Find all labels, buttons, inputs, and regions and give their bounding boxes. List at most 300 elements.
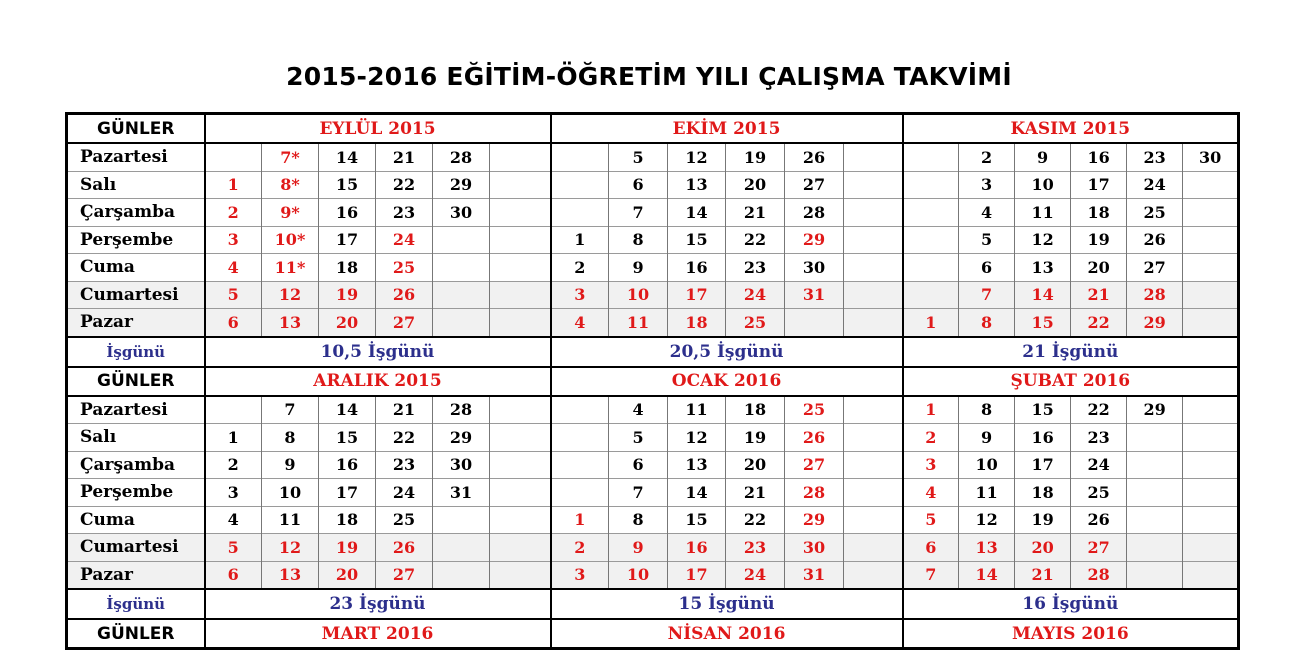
date-cell: 13 <box>959 534 1015 562</box>
date-cell <box>844 254 903 282</box>
date-cell: 25 <box>1127 199 1183 227</box>
date-cell <box>490 143 551 171</box>
date-cell <box>433 534 490 562</box>
date-cell <box>1127 506 1183 534</box>
date-cell <box>1183 281 1239 309</box>
date-cell: 10 <box>609 281 668 309</box>
date-cell: 4 <box>959 199 1015 227</box>
week-row <box>67 171 1239 199</box>
date-cell: 10 <box>959 451 1015 479</box>
date-cell: 2 <box>903 424 959 452</box>
date-cell <box>903 199 959 227</box>
week-row <box>67 309 1239 337</box>
date-cell: 19 <box>1015 506 1071 534</box>
date-cell: 21 <box>376 143 433 171</box>
date-cell <box>1183 254 1239 282</box>
date-cell <box>490 534 551 562</box>
date-cell: 21 <box>726 479 785 507</box>
month-title: ARALIK 2015 <box>205 367 551 396</box>
date-cell <box>433 309 490 337</box>
date-cell <box>1183 506 1239 534</box>
date-cell: 23 <box>376 451 433 479</box>
date-cell: 12 <box>668 143 726 171</box>
date-cell: 24 <box>376 226 433 254</box>
day-name: Salı <box>67 424 205 452</box>
date-cell <box>844 281 903 309</box>
month-header-row <box>67 114 1239 144</box>
date-cell: 1 <box>551 226 609 254</box>
date-cell: 8 <box>959 396 1015 424</box>
date-cell: 28 <box>785 199 844 227</box>
week-row <box>67 424 1239 452</box>
date-cell: 16 <box>319 199 376 227</box>
date-cell: 4 <box>609 396 668 424</box>
date-cell: 2 <box>205 199 262 227</box>
date-cell: 22 <box>376 424 433 452</box>
date-cell: 19 <box>726 424 785 452</box>
date-cell: 10 <box>262 479 319 507</box>
isgunu-row <box>67 589 1239 619</box>
date-cell: 27 <box>376 561 433 589</box>
date-cell: 29 <box>785 506 844 534</box>
date-cell: 1 <box>205 424 262 452</box>
date-cell: 26 <box>376 534 433 562</box>
date-cell: 8* <box>262 171 319 199</box>
date-cell: 27 <box>1127 254 1183 282</box>
date-cell <box>1127 479 1183 507</box>
date-cell: 7 <box>262 396 319 424</box>
isgunu-value: 15 İşgünü <box>551 589 903 619</box>
date-cell: 28 <box>433 396 490 424</box>
date-cell <box>490 254 551 282</box>
date-cell: 15 <box>319 424 376 452</box>
date-cell <box>1183 309 1239 337</box>
date-cell: 23 <box>1127 143 1183 171</box>
date-cell: 28 <box>1071 561 1127 589</box>
date-cell: 23 <box>1071 424 1127 452</box>
date-cell <box>844 479 903 507</box>
date-cell: 14 <box>319 396 376 424</box>
date-cell: 16 <box>668 254 726 282</box>
day-name: Cumartesi <box>67 281 205 309</box>
date-cell: 4 <box>205 506 262 534</box>
day-name: Pazartesi <box>67 396 205 424</box>
date-cell <box>490 479 551 507</box>
date-cell: 6 <box>903 534 959 562</box>
date-cell: 24 <box>726 561 785 589</box>
isgunu-value: 10,5 İşgünü <box>205 337 551 367</box>
week-row <box>67 396 1239 424</box>
date-cell: 12 <box>262 534 319 562</box>
calendar-table <box>65 112 1240 650</box>
date-cell: 30 <box>433 451 490 479</box>
date-cell <box>844 171 903 199</box>
date-cell: 14 <box>668 199 726 227</box>
date-cell <box>903 143 959 171</box>
day-name: Cuma <box>67 254 205 282</box>
date-cell: 7 <box>609 199 668 227</box>
date-cell: 20 <box>319 561 376 589</box>
isgunu-value: 16 İşgünü <box>903 589 1239 619</box>
date-cell: 2 <box>205 451 262 479</box>
week-row <box>67 534 1239 562</box>
date-cell: 21 <box>1071 281 1127 309</box>
date-cell: 7 <box>959 281 1015 309</box>
date-cell: 24 <box>726 281 785 309</box>
date-cell <box>844 561 903 589</box>
date-cell <box>490 506 551 534</box>
date-cell: 7* <box>262 143 319 171</box>
date-cell: 22 <box>1071 309 1127 337</box>
date-cell: 20 <box>726 451 785 479</box>
date-cell: 5 <box>609 143 668 171</box>
date-cell: 8 <box>262 424 319 452</box>
date-cell: 31 <box>785 561 844 589</box>
date-cell: 7 <box>609 479 668 507</box>
date-cell <box>433 561 490 589</box>
date-cell <box>903 254 959 282</box>
days-header: GÜNLER <box>67 367 205 396</box>
date-cell: 16 <box>1015 424 1071 452</box>
date-cell: 3 <box>551 281 609 309</box>
week-row <box>67 281 1239 309</box>
date-cell: 19 <box>319 281 376 309</box>
date-cell: 3 <box>205 226 262 254</box>
month-title: NİSAN 2016 <box>551 619 903 649</box>
month-title: ŞUBAT 2016 <box>903 367 1239 396</box>
date-cell <box>490 199 551 227</box>
date-cell: 21 <box>1015 561 1071 589</box>
date-cell: 22 <box>1071 396 1127 424</box>
date-cell <box>551 424 609 452</box>
date-cell: 27 <box>785 451 844 479</box>
month-header-row <box>67 619 1239 649</box>
week-row <box>67 451 1239 479</box>
date-cell <box>903 171 959 199</box>
date-cell: 25 <box>785 396 844 424</box>
date-cell <box>1183 561 1239 589</box>
date-cell: 18 <box>319 254 376 282</box>
date-cell: 22 <box>726 506 785 534</box>
date-cell: 15 <box>1015 396 1071 424</box>
date-cell: 14 <box>668 479 726 507</box>
date-cell <box>433 281 490 309</box>
date-cell: 17 <box>319 479 376 507</box>
date-cell <box>844 309 903 337</box>
date-cell: 20 <box>319 309 376 337</box>
day-name: Pazartesi <box>67 143 205 171</box>
date-cell: 9* <box>262 199 319 227</box>
date-cell <box>1183 199 1239 227</box>
isgunu-value: 20,5 İşgünü <box>551 337 903 367</box>
date-cell: 14 <box>959 561 1015 589</box>
date-cell: 24 <box>376 479 433 507</box>
date-cell <box>205 396 262 424</box>
date-cell: 20 <box>726 171 785 199</box>
day-name: Pazar <box>67 561 205 589</box>
date-cell <box>903 226 959 254</box>
date-cell: 8 <box>609 226 668 254</box>
date-cell <box>490 424 551 452</box>
week-row <box>67 561 1239 589</box>
day-name: Pazar <box>67 309 205 337</box>
date-cell: 20 <box>1071 254 1127 282</box>
date-cell: 21 <box>376 396 433 424</box>
date-cell: 5 <box>609 424 668 452</box>
date-cell: 5 <box>903 506 959 534</box>
date-cell: 12 <box>959 506 1015 534</box>
date-cell: 15 <box>668 506 726 534</box>
day-name: Cumartesi <box>67 534 205 562</box>
date-cell: 13 <box>668 451 726 479</box>
date-cell: 3 <box>959 171 1015 199</box>
date-cell: 24 <box>1127 171 1183 199</box>
date-cell: 9 <box>262 451 319 479</box>
date-cell: 10 <box>609 561 668 589</box>
date-cell: 2 <box>959 143 1015 171</box>
date-cell: 30 <box>433 199 490 227</box>
date-cell <box>551 199 609 227</box>
date-cell: 29 <box>1127 309 1183 337</box>
date-cell: 12 <box>262 281 319 309</box>
date-cell <box>551 479 609 507</box>
week-row <box>67 226 1239 254</box>
date-cell <box>490 561 551 589</box>
date-cell <box>433 254 490 282</box>
date-cell: 19 <box>319 534 376 562</box>
week-row <box>67 479 1239 507</box>
date-cell: 1 <box>205 171 262 199</box>
date-cell: 26 <box>376 281 433 309</box>
week-row <box>67 506 1239 534</box>
month-header-row <box>67 367 1239 396</box>
date-cell: 25 <box>1071 479 1127 507</box>
date-cell: 27 <box>785 171 844 199</box>
date-cell <box>490 451 551 479</box>
date-cell <box>1183 226 1239 254</box>
date-cell: 23 <box>726 534 785 562</box>
date-cell: 29 <box>433 424 490 452</box>
date-cell <box>844 534 903 562</box>
isgunu-label: İşgünü <box>67 337 205 367</box>
date-cell: 3 <box>551 561 609 589</box>
date-cell <box>1183 534 1239 562</box>
days-header: GÜNLER <box>67 114 205 144</box>
date-cell: 13 <box>262 561 319 589</box>
month-title: EYLÜL 2015 <box>205 114 551 144</box>
date-cell: 3 <box>205 479 262 507</box>
date-cell: 26 <box>1127 226 1183 254</box>
date-cell: 4 <box>903 479 959 507</box>
date-cell: 29 <box>1127 396 1183 424</box>
date-cell: 6 <box>205 561 262 589</box>
date-cell: 23 <box>376 199 433 227</box>
date-cell: 14 <box>319 143 376 171</box>
date-cell <box>433 506 490 534</box>
isgunu-label: İşgünü <box>67 589 205 619</box>
date-cell: 14 <box>1015 281 1071 309</box>
date-cell: 11 <box>668 396 726 424</box>
date-cell: 25 <box>376 506 433 534</box>
date-cell: 17 <box>1071 171 1127 199</box>
date-cell: 30 <box>785 534 844 562</box>
date-cell: 27 <box>1071 534 1127 562</box>
date-cell: 1 <box>551 506 609 534</box>
date-cell: 25 <box>726 309 785 337</box>
date-cell: 28 <box>1127 281 1183 309</box>
date-cell <box>490 309 551 337</box>
date-cell <box>1127 534 1183 562</box>
page-title: 2015-2016 EĞİTİM-ÖĞRETİM YILI ÇALIŞMA TAKVİMİ <box>286 62 1012 91</box>
date-cell: 6 <box>609 171 668 199</box>
isgunu-value: 21 İşgünü <box>903 337 1239 367</box>
date-cell: 16 <box>668 534 726 562</box>
month-title: EKİM 2015 <box>551 114 903 144</box>
date-cell: 29 <box>785 226 844 254</box>
date-cell <box>433 226 490 254</box>
date-cell <box>844 451 903 479</box>
date-cell: 15 <box>319 171 376 199</box>
date-cell: 15 <box>1015 309 1071 337</box>
date-cell <box>551 451 609 479</box>
date-cell: 26 <box>785 424 844 452</box>
date-cell: 22 <box>726 226 785 254</box>
date-cell: 5 <box>205 534 262 562</box>
date-cell <box>551 396 609 424</box>
date-cell <box>1183 451 1239 479</box>
week-row <box>67 143 1239 171</box>
date-cell: 12 <box>668 424 726 452</box>
date-cell: 18 <box>1071 199 1127 227</box>
date-cell: 1 <box>903 396 959 424</box>
date-cell: 10 <box>1015 171 1071 199</box>
date-cell <box>1183 171 1239 199</box>
week-row <box>67 199 1239 227</box>
date-cell <box>1127 424 1183 452</box>
date-cell <box>785 309 844 337</box>
date-cell <box>551 171 609 199</box>
date-cell <box>1183 424 1239 452</box>
date-cell: 25 <box>376 254 433 282</box>
date-cell <box>205 143 262 171</box>
date-cell <box>844 143 903 171</box>
date-cell: 18 <box>319 506 376 534</box>
date-cell <box>844 396 903 424</box>
date-cell: 19 <box>1071 226 1127 254</box>
date-cell <box>1183 479 1239 507</box>
day-name: Salı <box>67 171 205 199</box>
month-title: MART 2016 <box>205 619 551 649</box>
date-cell <box>1127 561 1183 589</box>
day-name: Perşembe <box>67 226 205 254</box>
date-cell <box>490 396 551 424</box>
date-cell: 31 <box>785 281 844 309</box>
date-cell: 16 <box>319 451 376 479</box>
date-cell <box>844 226 903 254</box>
date-cell <box>844 199 903 227</box>
day-name: Çarşamba <box>67 199 205 227</box>
date-cell: 28 <box>785 479 844 507</box>
date-cell: 13 <box>668 171 726 199</box>
date-cell: 18 <box>668 309 726 337</box>
date-cell: 5 <box>959 226 1015 254</box>
date-cell <box>1183 396 1239 424</box>
date-cell: 5 <box>205 281 262 309</box>
date-cell: 9 <box>1015 143 1071 171</box>
date-cell: 9 <box>609 534 668 562</box>
date-cell <box>490 171 551 199</box>
date-cell: 7 <box>903 561 959 589</box>
date-cell: 4 <box>205 254 262 282</box>
date-cell: 2 <box>551 534 609 562</box>
date-cell: 17 <box>1015 451 1071 479</box>
date-cell: 13 <box>262 309 319 337</box>
month-title: KASIM 2015 <box>903 114 1239 144</box>
date-cell: 21 <box>726 199 785 227</box>
day-name: Perşembe <box>67 479 205 507</box>
date-cell: 30 <box>1183 143 1239 171</box>
month-title: OCAK 2016 <box>551 367 903 396</box>
date-cell: 30 <box>785 254 844 282</box>
month-title: MAYIS 2016 <box>903 619 1239 649</box>
date-cell: 18 <box>726 396 785 424</box>
date-cell: 11 <box>262 506 319 534</box>
date-cell: 26 <box>785 143 844 171</box>
date-cell: 17 <box>668 561 726 589</box>
date-cell: 4 <box>551 309 609 337</box>
date-cell <box>490 281 551 309</box>
date-cell: 16 <box>1071 143 1127 171</box>
date-cell: 27 <box>376 309 433 337</box>
date-cell: 18 <box>1015 479 1071 507</box>
days-header: GÜNLER <box>67 619 205 649</box>
date-cell: 24 <box>1071 451 1127 479</box>
date-cell: 31 <box>433 479 490 507</box>
date-cell: 8 <box>609 506 668 534</box>
day-name: Çarşamba <box>67 451 205 479</box>
date-cell: 1 <box>903 309 959 337</box>
date-cell: 11 <box>1015 199 1071 227</box>
date-cell: 11 <box>609 309 668 337</box>
date-cell: 8 <box>959 309 1015 337</box>
date-cell: 6 <box>959 254 1015 282</box>
isgunu-row <box>67 337 1239 367</box>
date-cell <box>1127 451 1183 479</box>
date-cell: 29 <box>433 171 490 199</box>
date-cell: 9 <box>959 424 1015 452</box>
date-cell: 28 <box>433 143 490 171</box>
date-cell <box>551 143 609 171</box>
date-cell: 6 <box>205 309 262 337</box>
date-cell: 11* <box>262 254 319 282</box>
date-cell: 23 <box>726 254 785 282</box>
date-cell: 3 <box>903 451 959 479</box>
date-cell: 13 <box>1015 254 1071 282</box>
date-cell: 11 <box>959 479 1015 507</box>
date-cell <box>490 226 551 254</box>
date-cell: 17 <box>319 226 376 254</box>
date-cell <box>844 506 903 534</box>
date-cell: 20 <box>1015 534 1071 562</box>
date-cell: 9 <box>609 254 668 282</box>
date-cell: 12 <box>1015 226 1071 254</box>
week-row <box>67 254 1239 282</box>
date-cell: 22 <box>376 171 433 199</box>
date-cell <box>903 281 959 309</box>
date-cell: 15 <box>668 226 726 254</box>
day-name: Cuma <box>67 506 205 534</box>
date-cell <box>844 424 903 452</box>
